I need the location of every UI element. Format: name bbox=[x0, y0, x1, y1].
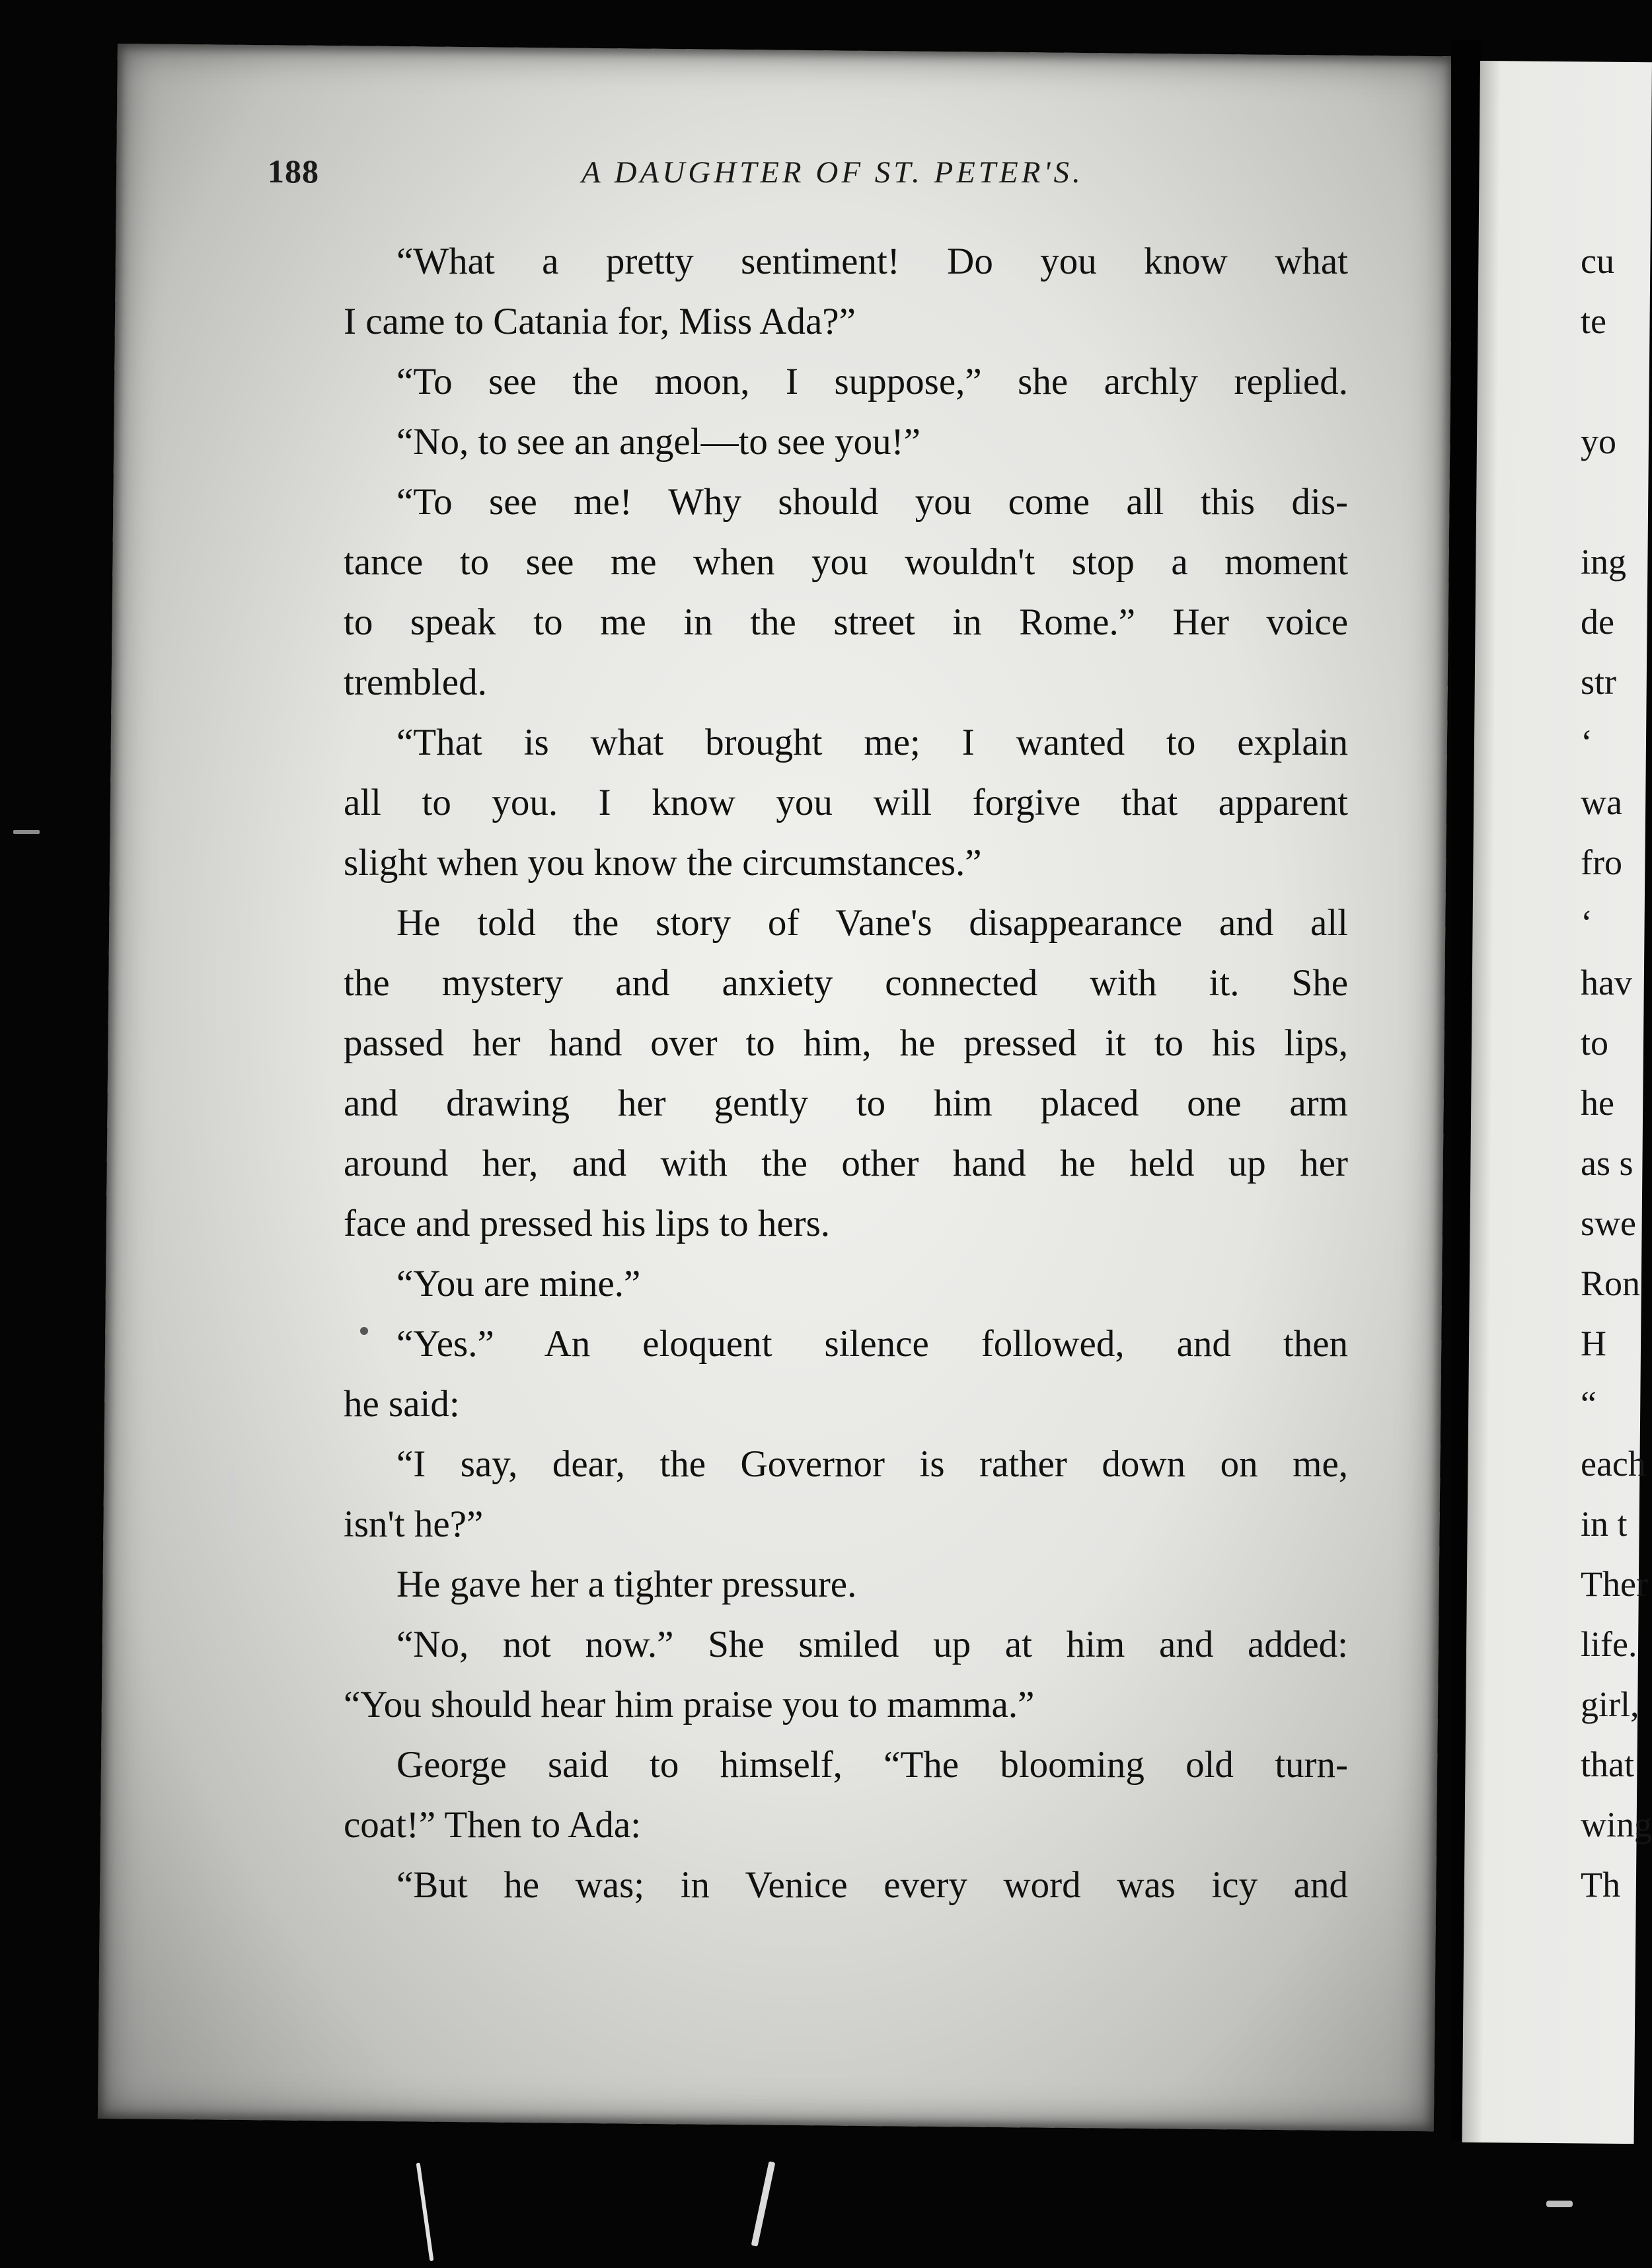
right-page-fragment: life. bbox=[1581, 1624, 1637, 1664]
right-page-fragment: yo bbox=[1581, 422, 1616, 461]
text-line: tance to see me when you wouldn't stop a moment bbox=[344, 541, 1348, 583]
text-line: “But he was; in Venice every word was icy and bbox=[396, 1864, 1348, 1906]
right-page-fragment: ‘ bbox=[1581, 722, 1593, 762]
right-page-fragment: hav bbox=[1581, 963, 1632, 1002]
right-page-fragment: H bbox=[1581, 1324, 1606, 1363]
right-page-fragment: de bbox=[1581, 602, 1614, 642]
scan-speck bbox=[1546, 2201, 1573, 2207]
right-page-fragment: “ bbox=[1581, 1384, 1596, 1423]
right-page-text bbox=[1581, 231, 1652, 1915]
right-page-fragment: Ron bbox=[1581, 1264, 1641, 1303]
text-line: to speak to me in the street in Rome.” Her voice bbox=[344, 601, 1348, 643]
text-line: “That is what brought me; I wanted to explain bbox=[396, 722, 1348, 763]
text-line: “Yes.” An eloquent silence followed, and then bbox=[396, 1323, 1348, 1365]
right-page-fragment: str bbox=[1581, 662, 1616, 702]
text-line: all to you. I know you will forgive that apparent bbox=[344, 782, 1348, 823]
text-line: slight when you know the circumstances.” bbox=[344, 842, 982, 884]
text-line: coat!” Then to Ada: bbox=[344, 1804, 642, 1846]
text-line: He told the story of Vane's disappearance and all bbox=[396, 902, 1348, 944]
scan-scratch bbox=[416, 2162, 434, 2261]
right-page-fragment: te bbox=[1581, 301, 1606, 341]
text-line: “No, to see an angel—to see you!” bbox=[396, 421, 920, 463]
scan-scratch bbox=[229, 1467, 234, 1533]
text-line: “To see me! Why should you come all this dis- bbox=[396, 481, 1348, 523]
text-line: I came to Catania for, Miss Ada?” bbox=[344, 301, 856, 342]
right-page-fragment: wa bbox=[1581, 782, 1622, 822]
scan-speck bbox=[13, 830, 40, 834]
right-page-fragment: fro bbox=[1581, 843, 1622, 882]
page-number: 188 bbox=[268, 153, 319, 190]
right-page-fragment: swe bbox=[1581, 1203, 1636, 1243]
text-line: George said to himself, “The blooming old turn- bbox=[396, 1744, 1348, 1786]
text-line: trembled. bbox=[344, 662, 487, 703]
text-line: “You are mine.” bbox=[396, 1263, 641, 1304]
text-line: “What a pretty sentiment! Do you know what bbox=[396, 241, 1348, 282]
body-text bbox=[344, 231, 1348, 1915]
page-header bbox=[268, 152, 1351, 205]
scan-scratch bbox=[751, 2161, 776, 2246]
text-line: “To see the moon, I suppose,” she archly replied. bbox=[396, 361, 1348, 402]
text-line: “You should hear him praise you to mamma.” bbox=[344, 1684, 1035, 1725]
right-page-fragment bbox=[1581, 472, 1640, 532]
right-page-fragment: Ther bbox=[1581, 1564, 1648, 1604]
right-page-fragment: cu bbox=[1581, 241, 1614, 281]
text-line: he said: bbox=[344, 1383, 460, 1425]
text-line: “No, not now.” She smiled up at him and added: bbox=[396, 1624, 1348, 1665]
text-line: the mystery and anxiety connected with it. She bbox=[344, 962, 1348, 1004]
right-page-fragment: each bbox=[1581, 1444, 1646, 1484]
right-page-fragment: he bbox=[1581, 1083, 1614, 1123]
right-page-fragment: Th bbox=[1581, 1865, 1620, 1905]
running-head: A DAUGHTER OF ST. PETER'S. bbox=[582, 155, 1084, 190]
text-line: around her, and with the other hand he held up her bbox=[344, 1143, 1348, 1184]
right-page-fragment bbox=[1581, 352, 1640, 412]
text-line: passed her hand over to him, he pressed it to his lips, bbox=[344, 1022, 1348, 1064]
text-line: face and pressed his lips to hers. bbox=[344, 1203, 831, 1244]
right-page-fragment: that bbox=[1581, 1745, 1634, 1784]
right-page-fragment: as s bbox=[1581, 1143, 1633, 1183]
right-page-fragment: in t bbox=[1581, 1504, 1628, 1544]
scan-speck bbox=[360, 1327, 368, 1335]
right-page-fragment: wing bbox=[1581, 1805, 1652, 1844]
right-page-fragment: to bbox=[1581, 1023, 1609, 1063]
right-page-fragment: ‘ bbox=[1581, 903, 1593, 942]
text-line: isn't he?” bbox=[344, 1503, 484, 1545]
text-line: and drawing her gently to him placed one arm bbox=[344, 1082, 1348, 1124]
right-page-fragment: girl, bbox=[1581, 1684, 1639, 1724]
text-line: He gave her a tighter pressure. bbox=[396, 1564, 857, 1605]
right-page-fragment: ing bbox=[1581, 542, 1627, 582]
text-line: “I say, dear, the Governor is rather down on me, bbox=[396, 1443, 1348, 1485]
